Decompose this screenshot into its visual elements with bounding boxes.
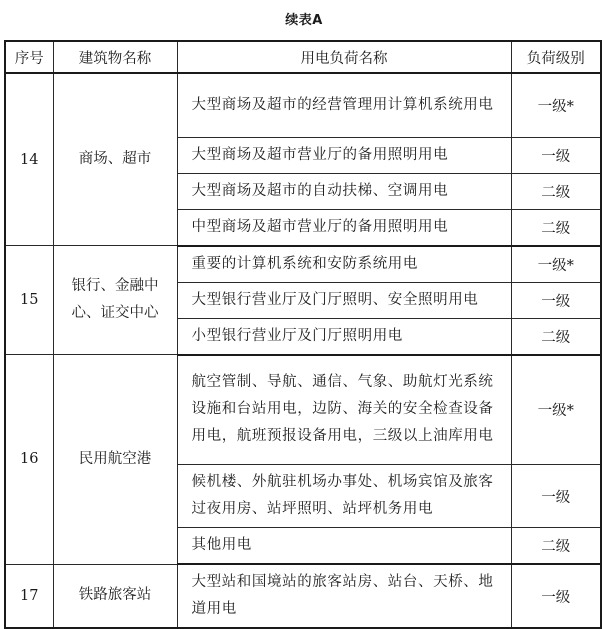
row-number: 15 (5, 246, 53, 355)
load-name: 大型商场及超市的经营管理用计算机系统用电 (177, 73, 511, 137)
load-name: 航空管制、导航、通信、气象、助航灯光系统设施和台站用电，边防、海关的安全检查设备用电，航班预报设备用电，三级以上油库用电 (177, 355, 511, 465)
load-level: 二级 (511, 318, 601, 355)
load-name: 大型站和国境站的旅客站房、站台、天桥、地道用电 (177, 564, 511, 628)
table-row (5, 73, 601, 137)
table-row (5, 355, 601, 465)
building-name: 商场、超市 (53, 73, 177, 246)
load-level: 一级 (511, 465, 601, 528)
header-level: 负荷级别 (511, 41, 601, 73)
load-name: 中型商场及超市营业厅的备用照明用电 (177, 209, 511, 246)
table-row (5, 564, 601, 628)
building-name (53, 246, 177, 355)
building-name: 铁路旅客站 (53, 564, 177, 628)
header-building: 建筑物名称 (53, 41, 177, 73)
load-classification-table (4, 40, 602, 629)
load-level: 一级* (511, 246, 601, 283)
building-name: 民用航空港 (53, 355, 177, 565)
load-name: 小型银行营业厅及门厅照明用电 (177, 318, 511, 355)
load-name: 其他用电 (177, 528, 511, 565)
header-load: 用电负荷名称 (177, 41, 511, 73)
table-row (5, 246, 601, 283)
load-name: 大型商场及超市的自动扶梯、空调用电 (177, 173, 511, 209)
load-name: 大型商场及超市营业厅的备用照明用电 (177, 137, 511, 173)
row-number: 14 (5, 73, 53, 246)
header-row (5, 41, 601, 73)
load-level: 一级 (511, 137, 601, 173)
header-no: 序号 (5, 41, 53, 73)
load-level: 一级 (511, 564, 601, 628)
load-level: 一级 (511, 282, 601, 318)
load-level: 二级 (511, 209, 601, 246)
table-caption: 续表A (285, 13, 323, 28)
building-name-line1: 银行、金融中 (71, 278, 159, 294)
load-level: 二级 (511, 528, 601, 565)
load-name: 候机楼、外航驻机场办事处、机场宾馆及旅客过夜用房、站坪照明、站坪机务用电 (177, 465, 511, 528)
load-name: 重要的计算机系统和安防系统用电 (177, 246, 511, 283)
row-number: 16 (5, 355, 53, 565)
building-name-line2: 心、证交中心 (71, 305, 159, 321)
row-number: 17 (5, 564, 53, 628)
load-name: 大型银行营业厅及门厅照明、安全照明用电 (177, 282, 511, 318)
load-level: 二级 (511, 173, 601, 209)
load-level: 一级* (511, 73, 601, 137)
load-level: 一级* (511, 355, 601, 465)
